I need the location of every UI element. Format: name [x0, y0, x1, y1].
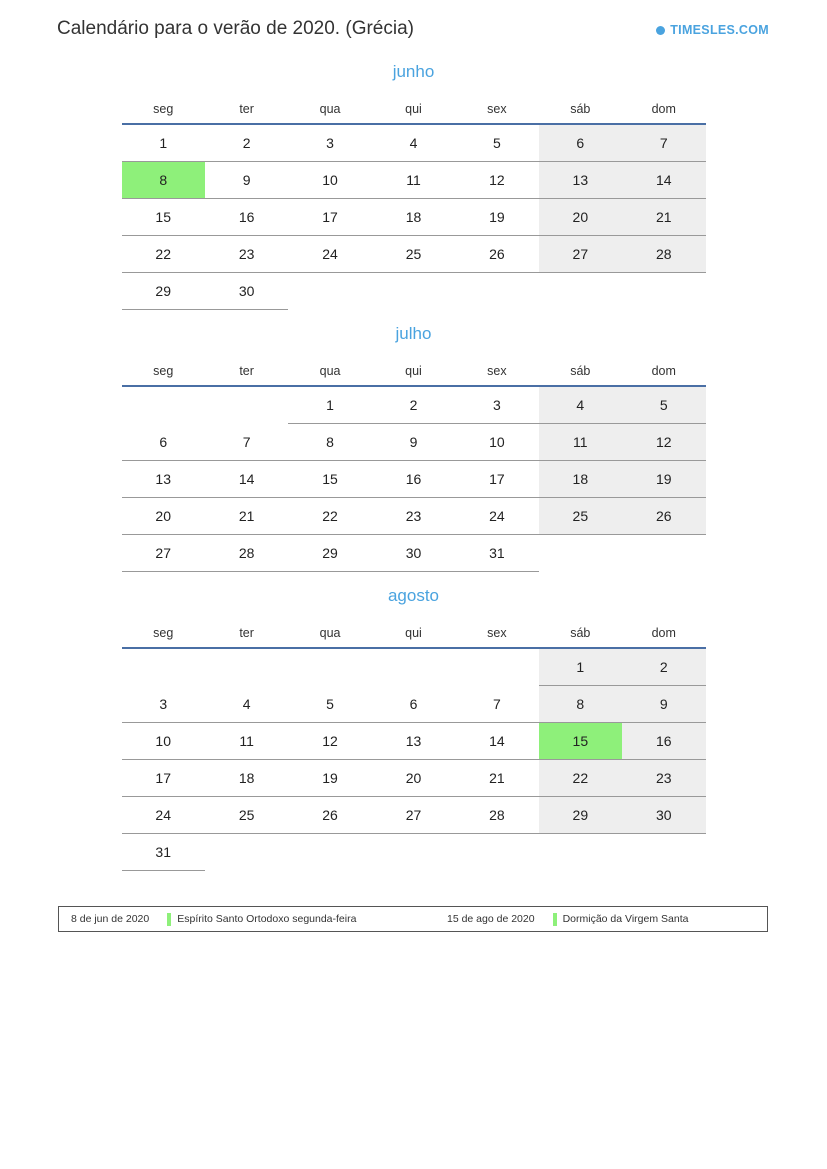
week-row — [122, 273, 706, 310]
weekday-header: seg — [122, 360, 205, 386]
day-cell-empty — [205, 386, 288, 424]
weekday-header: dom — [622, 360, 705, 386]
page-header — [0, 18, 827, 48]
day-cell[interactable]: 22 — [288, 498, 371, 535]
day-cell[interactable]: 1 — [539, 648, 622, 686]
legend-label: Espírito Santo Ortodoxo segunda-feira — [177, 913, 357, 925]
day-cell[interactable]: 25 — [539, 498, 622, 535]
months-container — [0, 62, 827, 885]
day-cell-empty — [372, 834, 455, 871]
day-cell[interactable]: 24 — [122, 797, 205, 834]
day-cell[interactable]: 23 — [372, 498, 455, 535]
day-cell[interactable]: 16 — [205, 199, 288, 236]
week-row — [122, 386, 706, 424]
day-cell[interactable]: 12 — [622, 424, 705, 461]
weekday-header: qua — [288, 98, 371, 124]
legend-item — [435, 913, 692, 926]
day-cell[interactable]: 7 — [455, 686, 538, 723]
day-cell[interactable]: 10 — [122, 723, 205, 760]
legend-date: 15 de ago de 2020 — [446, 913, 535, 925]
day-cell[interactable]: 22 — [122, 236, 205, 273]
day-cell[interactable]: 17 — [455, 461, 538, 498]
weekday-header: qui — [372, 622, 455, 648]
month-grid — [122, 622, 706, 871]
day-cell[interactable]: 9 — [205, 162, 288, 199]
day-cell[interactable]: 11 — [205, 723, 288, 760]
day-cell[interactable]: 29 — [539, 797, 622, 834]
legend-date: 8 de jun de 2020 — [71, 913, 150, 925]
week-row — [122, 162, 706, 199]
page-title: Calendário para o verão de 2020. (Grécia) — [57, 18, 414, 39]
day-cell[interactable]: 2 — [622, 648, 705, 686]
month-grid — [122, 98, 706, 310]
day-cell[interactable]: 1 — [122, 124, 205, 162]
day-cell[interactable]: 27 — [122, 535, 205, 572]
day-cell[interactable]: 23 — [622, 760, 705, 797]
weekday-header: qua — [288, 622, 371, 648]
day-cell[interactable]: 8 — [288, 424, 371, 461]
day-cell-empty — [372, 273, 455, 310]
day-cell[interactable]: 15 — [288, 461, 371, 498]
day-cell[interactable]: 19 — [455, 199, 538, 236]
day-cell[interactable]: 30 — [372, 535, 455, 572]
day-cell-empty — [539, 834, 622, 871]
week-row — [122, 723, 706, 760]
month-title: junho — [392, 62, 435, 81]
day-cell[interactable]: 9 — [622, 686, 705, 723]
day-cell[interactable]: 30 — [622, 797, 705, 834]
day-cell[interactable]: 14 — [455, 723, 538, 760]
weekday-header: sex — [455, 98, 538, 124]
weekday-header: ter — [205, 98, 288, 124]
day-cell[interactable]: 13 — [372, 723, 455, 760]
day-cell[interactable]: 5 — [622, 386, 705, 424]
month-title: agosto — [387, 586, 440, 605]
weekday-header: dom — [622, 98, 705, 124]
day-cell[interactable]: 21 — [455, 760, 538, 797]
day-cell[interactable]: 18 — [372, 199, 455, 236]
week-row — [122, 760, 706, 797]
weekday-header: ter — [205, 622, 288, 648]
brand-label: TIMESLES.COM — [670, 23, 769, 37]
day-cell[interactable]: 16 — [372, 461, 455, 498]
weekday-header-row — [122, 360, 706, 386]
day-cell[interactable]: 31 — [455, 535, 538, 572]
day-cell[interactable]: 9 — [372, 424, 455, 461]
day-cell[interactable]: 6 — [372, 686, 455, 723]
day-cell[interactable]: 11 — [372, 162, 455, 199]
day-cell-empty — [455, 273, 538, 310]
day-cell[interactable]: 13 — [122, 461, 205, 498]
day-cell[interactable]: 25 — [372, 236, 455, 273]
day-cell[interactable]: 3 — [288, 124, 371, 162]
day-cell[interactable]: 2 — [205, 124, 288, 162]
weekday-header-row — [122, 98, 706, 124]
day-cell-empty — [455, 834, 538, 871]
weekday-header-row — [122, 622, 706, 648]
day-cell[interactable]: 20 — [539, 199, 622, 236]
day-cell-empty — [122, 386, 205, 424]
month-block — [122, 62, 706, 310]
day-cell[interactable]: 21 — [622, 199, 705, 236]
day-cell[interactable]: 11 — [539, 424, 622, 461]
day-cell[interactable]: 15 — [539, 723, 622, 760]
weekday-header: dom — [622, 622, 705, 648]
day-cell[interactable]: 16 — [622, 723, 705, 760]
legend-item — [59, 913, 360, 926]
day-cell[interactable]: 5 — [455, 124, 538, 162]
weekday-header: seg — [122, 98, 205, 124]
day-cell[interactable]: 18 — [205, 760, 288, 797]
day-cell[interactable]: 26 — [622, 498, 705, 535]
day-cell[interactable]: 19 — [288, 760, 371, 797]
day-cell-empty — [288, 648, 371, 686]
day-cell[interactable]: 7 — [205, 424, 288, 461]
week-row — [122, 199, 706, 236]
week-row — [122, 797, 706, 834]
day-cell[interactable]: 29 — [122, 273, 205, 310]
day-cell[interactable]: 28 — [205, 535, 288, 572]
day-cell[interactable]: 12 — [288, 723, 371, 760]
day-cell[interactable]: 7 — [622, 124, 705, 162]
legend-bar — [58, 906, 768, 932]
week-row — [122, 535, 706, 572]
day-cell-empty — [622, 273, 705, 310]
day-cell[interactable]: 31 — [122, 834, 205, 871]
day-cell[interactable]: 4 — [539, 386, 622, 424]
day-cell[interactable]: 12 — [455, 162, 538, 199]
weekday-header: qui — [372, 98, 455, 124]
week-row — [122, 648, 706, 686]
weekday-header: seg — [122, 622, 205, 648]
day-cell[interactable]: 4 — [205, 686, 288, 723]
day-cell[interactable]: 18 — [539, 461, 622, 498]
day-cell[interactable]: 24 — [455, 498, 538, 535]
day-cell[interactable]: 17 — [122, 760, 205, 797]
day-cell[interactable]: 6 — [122, 424, 205, 461]
day-cell[interactable]: 10 — [455, 424, 538, 461]
month-grid — [122, 360, 706, 572]
day-cell[interactable]: 24 — [288, 236, 371, 273]
day-cell[interactable]: 14 — [205, 461, 288, 498]
day-cell[interactable]: 29 — [288, 535, 371, 572]
day-cell[interactable]: 21 — [205, 498, 288, 535]
day-cell[interactable]: 10 — [288, 162, 371, 199]
day-cell-empty — [455, 648, 538, 686]
day-cell[interactable]: 27 — [539, 236, 622, 273]
day-cell[interactable]: 20 — [372, 760, 455, 797]
day-cell[interactable]: 17 — [288, 199, 371, 236]
weekday-header: sex — [455, 622, 538, 648]
weekday-header: qui — [372, 360, 455, 386]
day-cell[interactable]: 28 — [622, 236, 705, 273]
day-cell[interactable]: 14 — [622, 162, 705, 199]
weekday-header: qua — [288, 360, 371, 386]
month-block — [122, 324, 706, 572]
day-cell-empty — [205, 648, 288, 686]
day-cell[interactable]: 22 — [539, 760, 622, 797]
brand-dot-icon — [656, 26, 665, 35]
day-cell-empty — [539, 535, 622, 572]
week-row — [122, 236, 706, 273]
day-cell[interactable]: 19 — [622, 461, 705, 498]
day-cell[interactable]: 26 — [455, 236, 538, 273]
day-cell-empty — [622, 535, 705, 572]
day-cell[interactable]: 3 — [455, 386, 538, 424]
day-cell-empty — [539, 273, 622, 310]
day-cell-empty — [622, 834, 705, 871]
day-cell[interactable]: 28 — [455, 797, 538, 834]
day-cell[interactable]: 13 — [539, 162, 622, 199]
day-cell[interactable]: 20 — [122, 498, 205, 535]
week-row — [122, 834, 706, 871]
day-cell[interactable]: 4 — [372, 124, 455, 162]
weekday-header: sáb — [539, 98, 622, 124]
month-title: julho — [395, 324, 432, 343]
day-cell[interactable]: 1 — [288, 386, 371, 424]
day-cell-empty — [372, 648, 455, 686]
weekday-header: ter — [205, 360, 288, 386]
week-row — [122, 686, 706, 723]
day-cell[interactable]: 30 — [205, 273, 288, 310]
site-brand[interactable] — [656, 23, 769, 37]
day-cell-empty — [288, 273, 371, 310]
weekday-header: sáb — [539, 360, 622, 386]
day-cell[interactable]: 5 — [288, 686, 371, 723]
day-cell[interactable]: 2 — [372, 386, 455, 424]
day-cell-empty — [205, 834, 288, 871]
day-cell[interactable]: 8 — [539, 686, 622, 723]
day-cell[interactable]: 8 — [122, 162, 205, 199]
legend-color-swatch-icon — [167, 913, 171, 926]
day-cell[interactable]: 6 — [539, 124, 622, 162]
week-row — [122, 124, 706, 162]
week-row — [122, 424, 706, 461]
day-cell[interactable]: 26 — [288, 797, 371, 834]
legend-color-swatch-icon — [553, 913, 557, 926]
week-row — [122, 461, 706, 498]
week-row — [122, 498, 706, 535]
day-cell[interactable]: 15 — [122, 199, 205, 236]
day-cell[interactable]: 25 — [205, 797, 288, 834]
legend-label: Dormição da Virgem Santa — [562, 913, 689, 925]
day-cell[interactable]: 27 — [372, 797, 455, 834]
day-cell-empty — [122, 648, 205, 686]
day-cell-empty — [288, 834, 371, 871]
day-cell[interactable]: 3 — [122, 686, 205, 723]
day-cell[interactable]: 23 — [205, 236, 288, 273]
month-block — [122, 586, 706, 871]
weekday-header: sáb — [539, 622, 622, 648]
weekday-header: sex — [455, 360, 538, 386]
